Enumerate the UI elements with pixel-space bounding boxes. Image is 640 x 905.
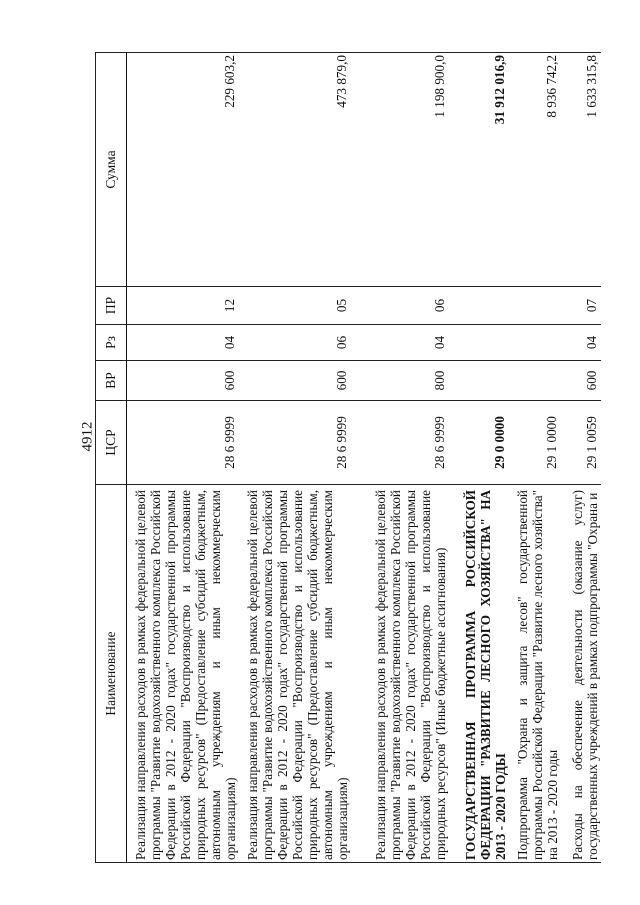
row-rz: 06 <box>239 325 351 361</box>
row-sum: 8 936 742,2 <box>509 53 561 287</box>
row-csr: 28 6 9999 <box>239 401 351 485</box>
header-csr: ЦСР <box>96 401 127 485</box>
row-name: Реализация направления расходов в рамках федеральной целевой программы "Развитие водохозяйственного комплекса Российской Федерации в 2012 - 2020 годах" государственной программы Российской Федерации "Воспроизводство и использование природных ресурсов" (Предоставление субсидий бюджетным, автономным учреждениям и иным некоммерческим организациям) <box>127 485 239 863</box>
table-row <box>127 53 239 863</box>
header-sum: Сумма <box>96 53 127 287</box>
row-vr: 600 <box>239 361 351 401</box>
budget-table <box>95 52 601 863</box>
row-vr: 800 <box>351 361 449 401</box>
table-row-bold <box>449 53 509 863</box>
row-pr: 12 <box>127 287 239 325</box>
row-name: Реализация направления расходов в рамках федеральной целевой программы "Развитие водохозяйственного комплекса Российской Федерации в 2012 - 2020 годах" государственной программы Российской Федерации "Воспроизводство и использование природных ресурсов" (Предоставление субсидий бюджетным, автономным учреждениям и иным некоммерческим организациям) <box>239 485 351 863</box>
row-name: Подпрограмма "Охрана и защита лесов" государственной программы Российской Федерации "Развитие лесного хозяйства" на 2013 - 2020 годы <box>509 485 561 863</box>
row-pr: 05 <box>239 287 351 325</box>
row-vr <box>449 361 509 401</box>
table-header-row <box>96 53 127 863</box>
row-pr: 06 <box>351 287 449 325</box>
row-sum: 31 912 016,9 <box>449 53 509 287</box>
row-csr: 28 6 9999 <box>127 401 239 485</box>
row-sum: 473 879,0 <box>239 53 351 287</box>
header-rz: Рз <box>96 325 127 361</box>
row-rz: 04 <box>561 325 601 361</box>
row-name: Реализация направления расходов в рамках федеральной целевой программы "Развитие водохозяйственного комплекса Российской Федерации в 2012 - 2020 годах" государственной программы Российской Федерации "Воспроизводство и использование природных ресурсов" (Иные бюджетные ассигнования) <box>351 485 449 863</box>
row-sum: 1 198 900,0 <box>351 53 449 287</box>
row-vr <box>509 361 561 401</box>
row-name: ГОСУДАРСТВЕННАЯ ПРОГРАММА РОССИЙСКОЙ ФЕДЕРАЦИИ "РАЗВИТИЕ ЛЕСНОГО ХОЗЯЙСТВА" НА 2013 - 2020 ГОДЫ <box>449 485 509 863</box>
row-rz: 04 <box>127 325 239 361</box>
row-rz: 04 <box>351 325 449 361</box>
row-sum: 1 633 315,8 <box>561 53 601 287</box>
row-pr <box>509 287 561 325</box>
row-csr: 29 1 0000 <box>509 401 561 485</box>
row-csr: 28 6 9999 <box>351 401 449 485</box>
row-rz <box>509 325 561 361</box>
row-pr: 07 <box>561 287 601 325</box>
row-csr: 29 0 0000 <box>449 401 509 485</box>
row-name: Расходы на обеспечение деятельности (оказание услуг) государственных учреждений в рамках подпрограммы "Охрана и <box>561 485 601 863</box>
page-number: 4912 <box>79 421 96 452</box>
header-pr: ПР <box>96 287 127 325</box>
table-row <box>351 53 449 863</box>
table-row <box>561 53 601 863</box>
row-vr: 600 <box>561 361 601 401</box>
row-csr: 29 1 0059 <box>561 401 601 485</box>
row-vr: 600 <box>127 361 239 401</box>
rotated-page <box>95 53 610 863</box>
header-name: Наименование <box>96 485 127 863</box>
table-row <box>509 53 561 863</box>
table-row <box>239 53 351 863</box>
row-rz <box>449 325 509 361</box>
header-vr: ВР <box>96 361 127 401</box>
row-sum: 229 603,2 <box>127 53 239 287</box>
row-pr <box>449 287 509 325</box>
